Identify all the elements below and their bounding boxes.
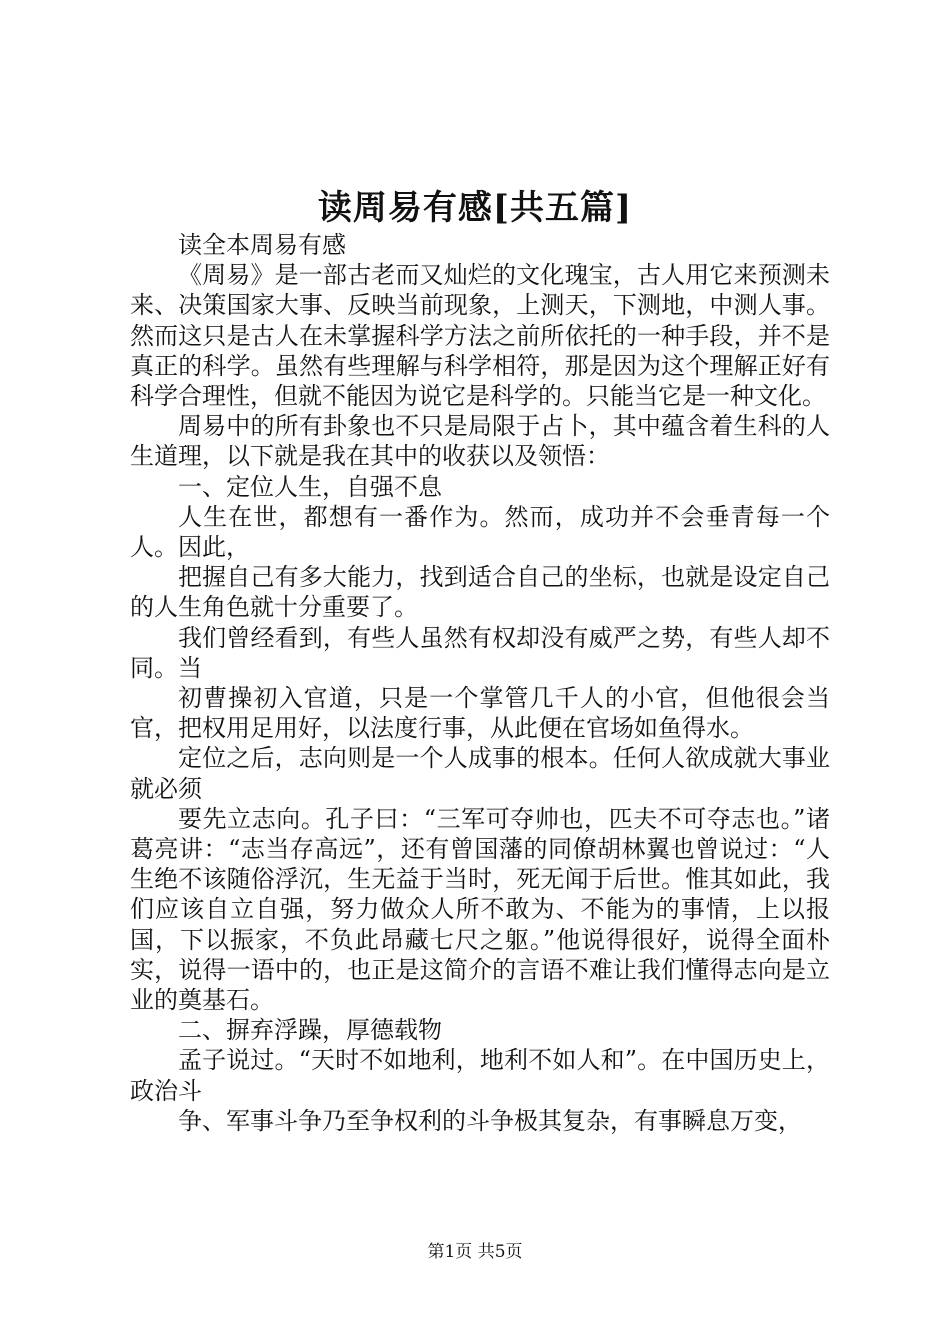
page-footer: 第1页 共5页 (427, 1242, 523, 1262)
paragraph: 周易中的所有卦象也不只是局限于占卜，其中蕴含着生科的人生道理，以下就是我在其中的收获以及领悟： (130, 412, 830, 471)
paragraph: 《周易》是一部古老而又灿烂的文化瑰宝，古人用它来预测未来、决策国家大事、反映当前现象，上测天，下测地，中测人事。然而这只是古人在未掌握科学方法之前所依托的一种手段，并不是真正的科学。虽然有些理解与科学相符，那是因为这个理解正好有科学合理性，但就不能因为说它是科学的。只能当它是一种文化。 (130, 261, 830, 411)
paragraph: 定位之后，志向则是一个人成事的根本。任何人欲成就大事业就必须 (130, 744, 830, 803)
paragraph: 要先立志向。孔子曰：“三军可夺帅也，匹夫不可夺志也。”诸葛亮讲：“志当存高远”，还有曾国藩的同僚胡林翼也曾说过：“人生绝不该随俗浮沉，生无益于当时，死无闻于后世。惟其如此，我们应该自立自强，努力做众人所不敢为、不能为的事情，上以报国，下以振家，不负此昂藏七尺之躯。”他说得很好，说得全面朴实，说得一语中的，也正是这简介的言语不难让我们懂得志向是立业的奠基石。 (130, 804, 830, 1015)
paragraph: 人生在世，都想有一番作为。然而，成功并不会垂青每一个人。因此， (130, 502, 830, 562)
section-heading: 一、定位人生，自强不息 (178, 472, 442, 501)
document-body (130, 230, 830, 1136)
paragraph: 我们曾经看到，有些人虽然有权却没有威严之势，有些人却不同。当 (130, 623, 830, 682)
paragraph: 读全本周易有感 (178, 231, 346, 259)
paragraph: 争、军事斗争乃至争权利的斗争极其复杂，有事瞬息万变， (178, 1106, 802, 1135)
section-heading: 二、摒弃浮躁，厚德载物 (178, 1016, 442, 1045)
paragraph: 把握自己有多大能力，找到适合自己的坐标，也就是设定自己的人生角色就十分重要了。 (130, 563, 830, 622)
paragraph: 初曹操初入官道，只是一个掌管几千人的小官，但他很会当官，把权用足用好，以法度行事，从此便在官场如鱼得水。 (130, 684, 830, 743)
paragraph: 孟子说过。“天时不如地利，地利不如人和”。在中国历史上，政治斗 (130, 1046, 830, 1105)
document-title: 读周易有感[共五篇] (317, 188, 633, 228)
